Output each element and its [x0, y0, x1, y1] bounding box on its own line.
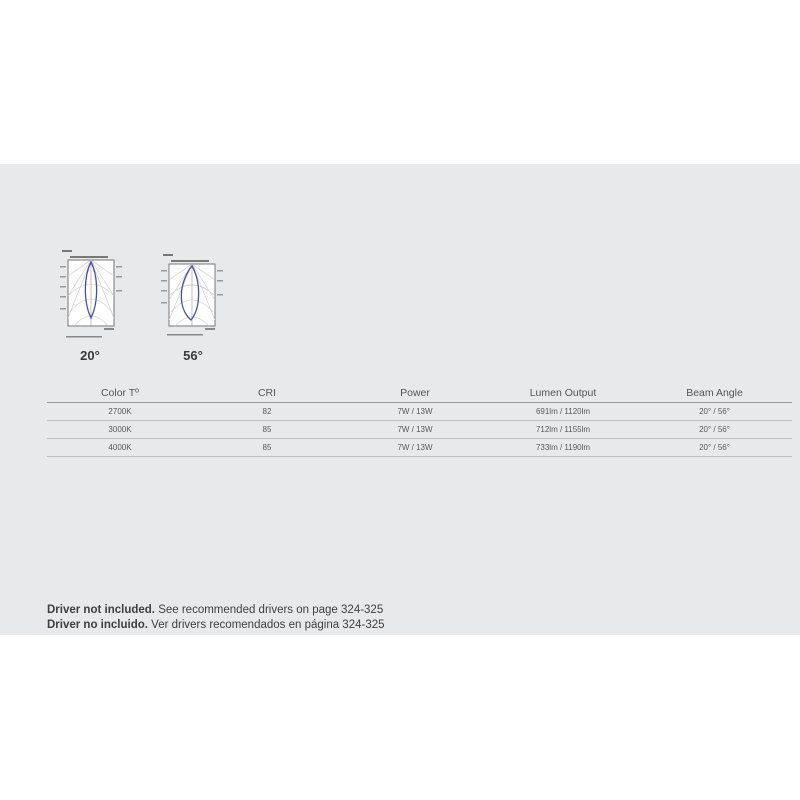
- cell-cri: 85: [193, 439, 341, 457]
- header-cri: CRI: [193, 386, 341, 403]
- cell-power: 7W / 13W: [341, 421, 489, 439]
- cell-cri: 82: [193, 403, 341, 421]
- cell-lumen-output: 691lm / 1120lm: [489, 403, 637, 421]
- cell-beam-angle: 20° / 56°: [637, 439, 792, 457]
- photometric-diagram-20: [56, 246, 126, 346]
- cell-power: 7W / 13W: [341, 439, 489, 457]
- header-beam-angle: Beam Angle: [637, 386, 792, 403]
- driver-note-en: [47, 604, 383, 616]
- cell-beam-angle: 20° / 56°: [637, 403, 792, 421]
- beam-angle-label-56: 56°: [183, 348, 203, 363]
- photometric-diagram-56: [157, 250, 227, 350]
- cell-lumen-output: 712lm / 1155lm: [489, 421, 637, 439]
- cell-power: 7W / 13W: [341, 403, 489, 421]
- driver-note-es: [47, 619, 385, 631]
- cell-beam-angle: 20° / 56°: [637, 421, 792, 439]
- header-color-temp: Color Tº: [47, 386, 193, 403]
- cell-color-temp: 4000K: [47, 439, 193, 457]
- driver-note-es-text: Ver drivers recomendados en página 324-325: [147, 619, 385, 631]
- driver-note-es-bold: Driver no incluido.: [47, 619, 148, 631]
- driver-note-en-text: See recommended drivers on page 324-325: [155, 604, 384, 616]
- table-row: [47, 403, 792, 421]
- driver-note-en-bold: Driver not included.: [47, 604, 155, 616]
- header-lumen-output: Lumen Output: [489, 386, 637, 403]
- table-row: [47, 439, 792, 457]
- cell-cri: 85: [193, 421, 341, 439]
- cell-color-temp: 3000K: [47, 421, 193, 439]
- beam-angle-label-20: 20°: [80, 348, 100, 363]
- cell-lumen-output: 733lm / 1190lm: [489, 439, 637, 457]
- cell-color-temp: 2700K: [47, 403, 193, 421]
- table-row: [47, 421, 792, 439]
- table-header-row: [47, 386, 792, 403]
- spec-table: [47, 386, 792, 457]
- header-power: Power: [341, 386, 489, 403]
